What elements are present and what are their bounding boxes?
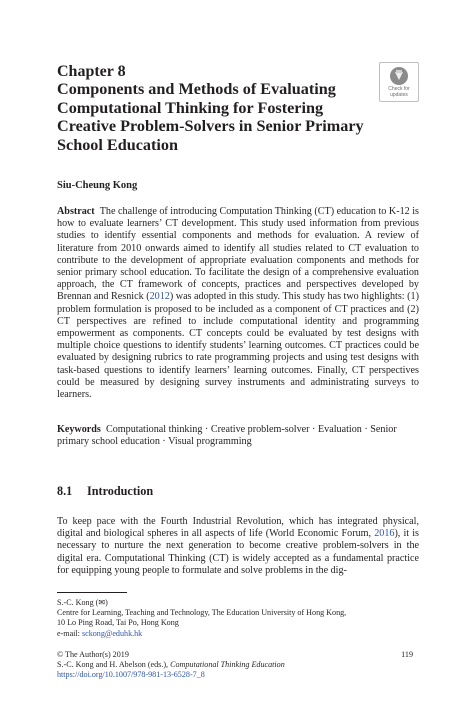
chapter-title: Components and Methods of Evaluating Computational Thinking for Fostering Creative Problem-Solvers in Senior Primary School Education	[57, 80, 364, 154]
abstract-label: Abstract	[57, 206, 95, 217]
email-link[interactable]: sckong@eduhk.hk	[81, 628, 143, 638]
author-footnote	[57, 598, 419, 639]
intro-text-part1: To keep pace with the Fourth Industrial Revolution, which has integrated physical, digital and biological spheres in all aspects of life (World Economic Forum,	[57, 516, 419, 540]
keywords-label: Keywords	[57, 424, 101, 435]
citation-link-2016[interactable]: 2016	[374, 528, 395, 540]
editors: S.-C. Kong and H. Abelson (eds.),	[57, 660, 171, 670]
footnote-address: 10 Lo Ping Road, Tai Po, Hong Kong	[57, 618, 179, 628]
abstract	[57, 206, 419, 401]
introduction-paragraph	[57, 516, 419, 577]
keywords-text: Computational thinking · Creative problem-solver · Evaluation · Senior primary school education · Visual programming	[57, 424, 397, 448]
doi-link[interactable]: https://doi.org/10.1007/978-981-13-6528-7_8	[57, 670, 205, 680]
keywords	[57, 424, 419, 449]
page-footer	[57, 650, 419, 681]
footnote-email-label: e-mail:	[57, 628, 82, 638]
section-number: 8.1	[57, 484, 73, 498]
copyright: © The Author(s) 2019	[57, 650, 129, 659]
check-for-updates-badge[interactable]	[379, 62, 419, 102]
section-heading	[57, 484, 153, 499]
section-title: Introduction	[87, 484, 154, 498]
page-number: 119	[401, 650, 413, 659]
abstract-text-part1: The challenge of introducing Computation Thinking (CT) education to K-12 is how to evaluate learners’ CT development. This study used information from previous studies to identify essential components and methods for evaluation. A review of literature from 2010 onwards aimed to identify all studies related to CT evaluation to contribute to the development of appropriate evaluation components and methods for senior primary school education. To facilitate the design of a comprehensive evaluation approach, the CT framework of concepts, practices and perspectives developed by Brennan and Resnick (	[57, 206, 419, 303]
footnote-affiliation: Centre for Learning, Teaching and Technology, The Education University of Hong Kong,	[57, 608, 347, 618]
footnote-divider	[57, 592, 127, 593]
abstract-text-part2: ) was adopted in this study. This study has two highlights: (1) problem formulation is proposed to be included as a component of CT practices and (2) CT perspectives are refined to include computational identity and programming empowerment as components. CT concepts could be evaluated by test designs with multiple choice questions to identify students’ learning outcomes. CT practices could be evaluated by designing rubrics to rate programming projects and using test designs with task-based questions to identify learners’ learning outcomes. Finally, CT perspectives could be measured by designing survey instruments and administrating surveys to learners.	[57, 291, 419, 401]
intro-text-part2: ), it is necessary to nurture the next generation to become creative problem-solvers in the digital era. Computational Thinking (CT) is widely accepted as a fundamental practice for equipping young people to formulate and solve problems in the dig-	[57, 528, 419, 576]
citation-link-2012[interactable]: 2012	[149, 291, 170, 303]
book-title: Computational Thinking Education	[170, 660, 285, 670]
crossmark-label: Check for updates	[388, 86, 410, 98]
crossmark-icon	[389, 66, 409, 86]
book-citation	[57, 660, 419, 670]
footnote-name: S.-C. Kong (✉)	[57, 598, 108, 607]
author-name: Siu-Cheung Kong	[57, 180, 138, 191]
chapter-label: Chapter 8	[57, 63, 126, 80]
